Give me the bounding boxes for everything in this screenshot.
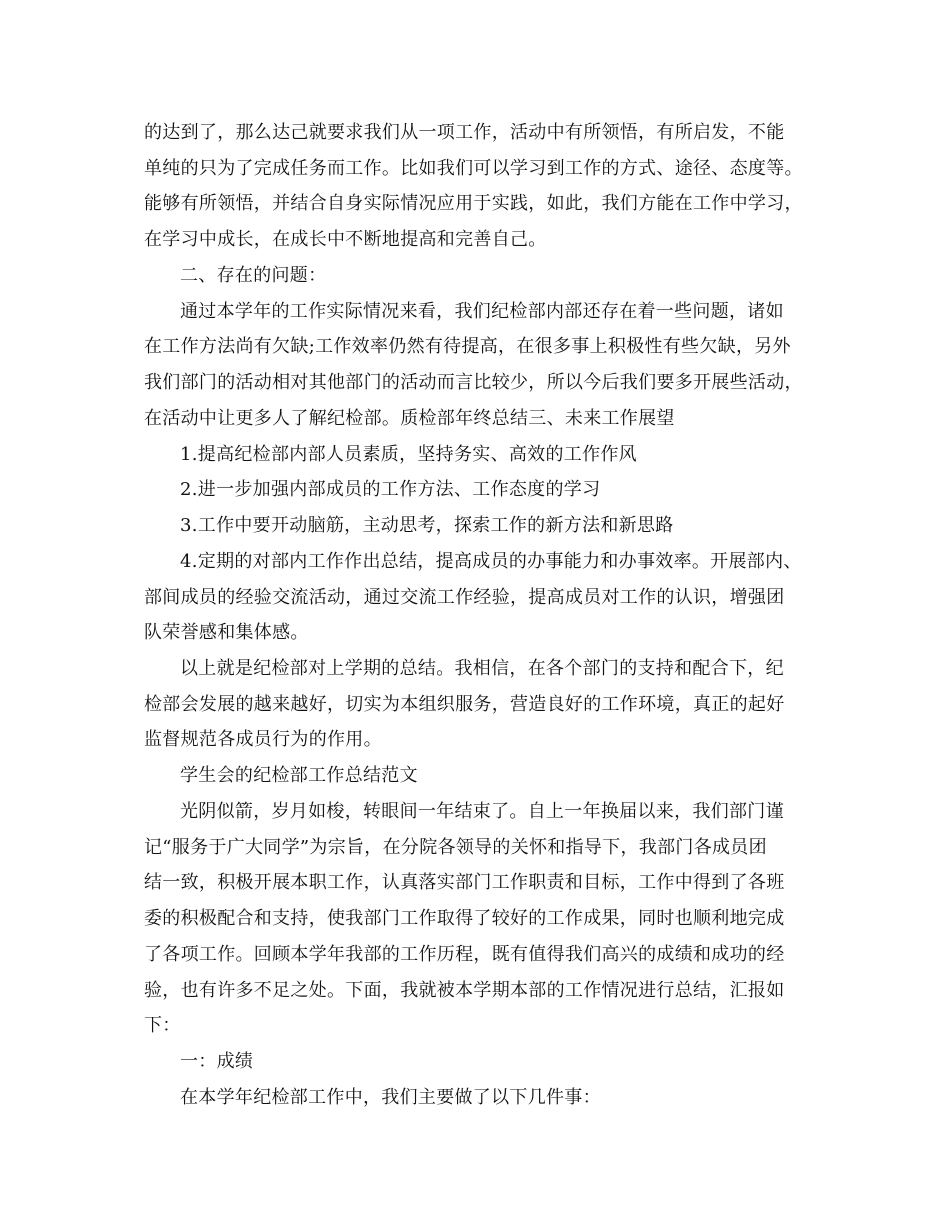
paragraph-line: 我们部门的活动相对其他部门的活动而言比较少，所以今后我们要多开展些活动， xyxy=(144,372,803,393)
list-item: 4.定期的对部内工作作出总结，提高成员的办事能力和办事效率。开展部内、 xyxy=(180,551,802,572)
paragraph-line: 在活动中让更多人了解纪检部。质检部年终总结三、未来工作展望 xyxy=(144,408,675,429)
paragraph-line: 通过本学年的工作实际情况来看，我们纪检部内部还存在着一些问题，诸如 xyxy=(180,301,784,322)
paragraph-line: 队荣誉感和集体感。 xyxy=(144,622,309,643)
paragraph-line: 在本学年纪检部工作中，我们主要做了以下几件事： xyxy=(180,1087,601,1108)
paragraph-line: 单纯的只为了完成任务而工作。比如我们可以学习到工作的方式、途径、态度等。 xyxy=(144,158,803,179)
list-item: 3.工作中要开动脑筋，主动思考，探索工作的新方法和新思路 xyxy=(180,515,674,536)
paragraph-line: 验，也有许多不足之处。下面，我就被本学期本部的工作情况进行总结，汇报如 xyxy=(144,980,785,1001)
document-subtitle: 学生会的纪检部工作总结范文 xyxy=(180,765,418,786)
paragraph-line: 了各项工作。回顾本学年我部的工作历程，既有值得我们高兴的成绩和成功的经 xyxy=(144,944,785,965)
paragraph-line: 结一致，积极开展本职工作，认真落实部门工作职责和目标，工作中得到了各班 xyxy=(144,872,785,893)
paragraph-line: 在学习中成长，在成长中不断地提高和完善自己。 xyxy=(144,229,547,250)
list-item: 1.提高纪检部内部人员素质，坚持务实、高效的工作作风 xyxy=(180,444,637,465)
paragraph-line: 能够有所领悟，并结合自身实际情况应用于实践，如此，我们方能在工作中学习， xyxy=(144,193,803,214)
paragraph-line: 光阴似箭，岁月如梭，转眼间一年结束了。自上一年换届以来，我们部门谨 xyxy=(180,801,784,822)
list-item: 2.进一步加强内部成员的工作方法、工作态度的学习 xyxy=(180,479,601,500)
section-heading: 二、存在的问题： xyxy=(180,265,327,286)
paragraph-line: 的达到了，那么达己就要求我们从一项工作，活动中有所领悟，有所启发，不能 xyxy=(144,122,785,143)
paragraph-line: 在工作方法尚有欠缺;工作效率仍然有待提高，在很多事上积极性有些欠缺，另外 xyxy=(144,336,791,357)
paragraph-line: 以上就是纪检部对上学期的总结。我相信，在各个部门的支持和配合下，纪 xyxy=(180,658,784,679)
paragraph-line: 部间成员的经验交流活动，通过交流工作经验，提高成员对工作的认识，增强团 xyxy=(144,587,785,608)
paragraph-line: 监督规范各成员行为的作用。 xyxy=(144,729,382,750)
section-heading: 一：成绩 xyxy=(180,1051,254,1072)
paragraph-line: 记“服务于广大同学”为宗旨，在分院各领导的关怀和指导下，我部门各成员团 xyxy=(144,837,767,858)
paragraph-line: 检部会发展的越来越好，切实为本组织服务，营造良好的工作环境，真正的起好 xyxy=(144,694,785,715)
paragraph-line: 委的积极配合和支持，使我部门工作取得了较好的工作成果，同时也顺利地完成 xyxy=(144,908,785,929)
paragraph-line: 下： xyxy=(144,1015,181,1036)
